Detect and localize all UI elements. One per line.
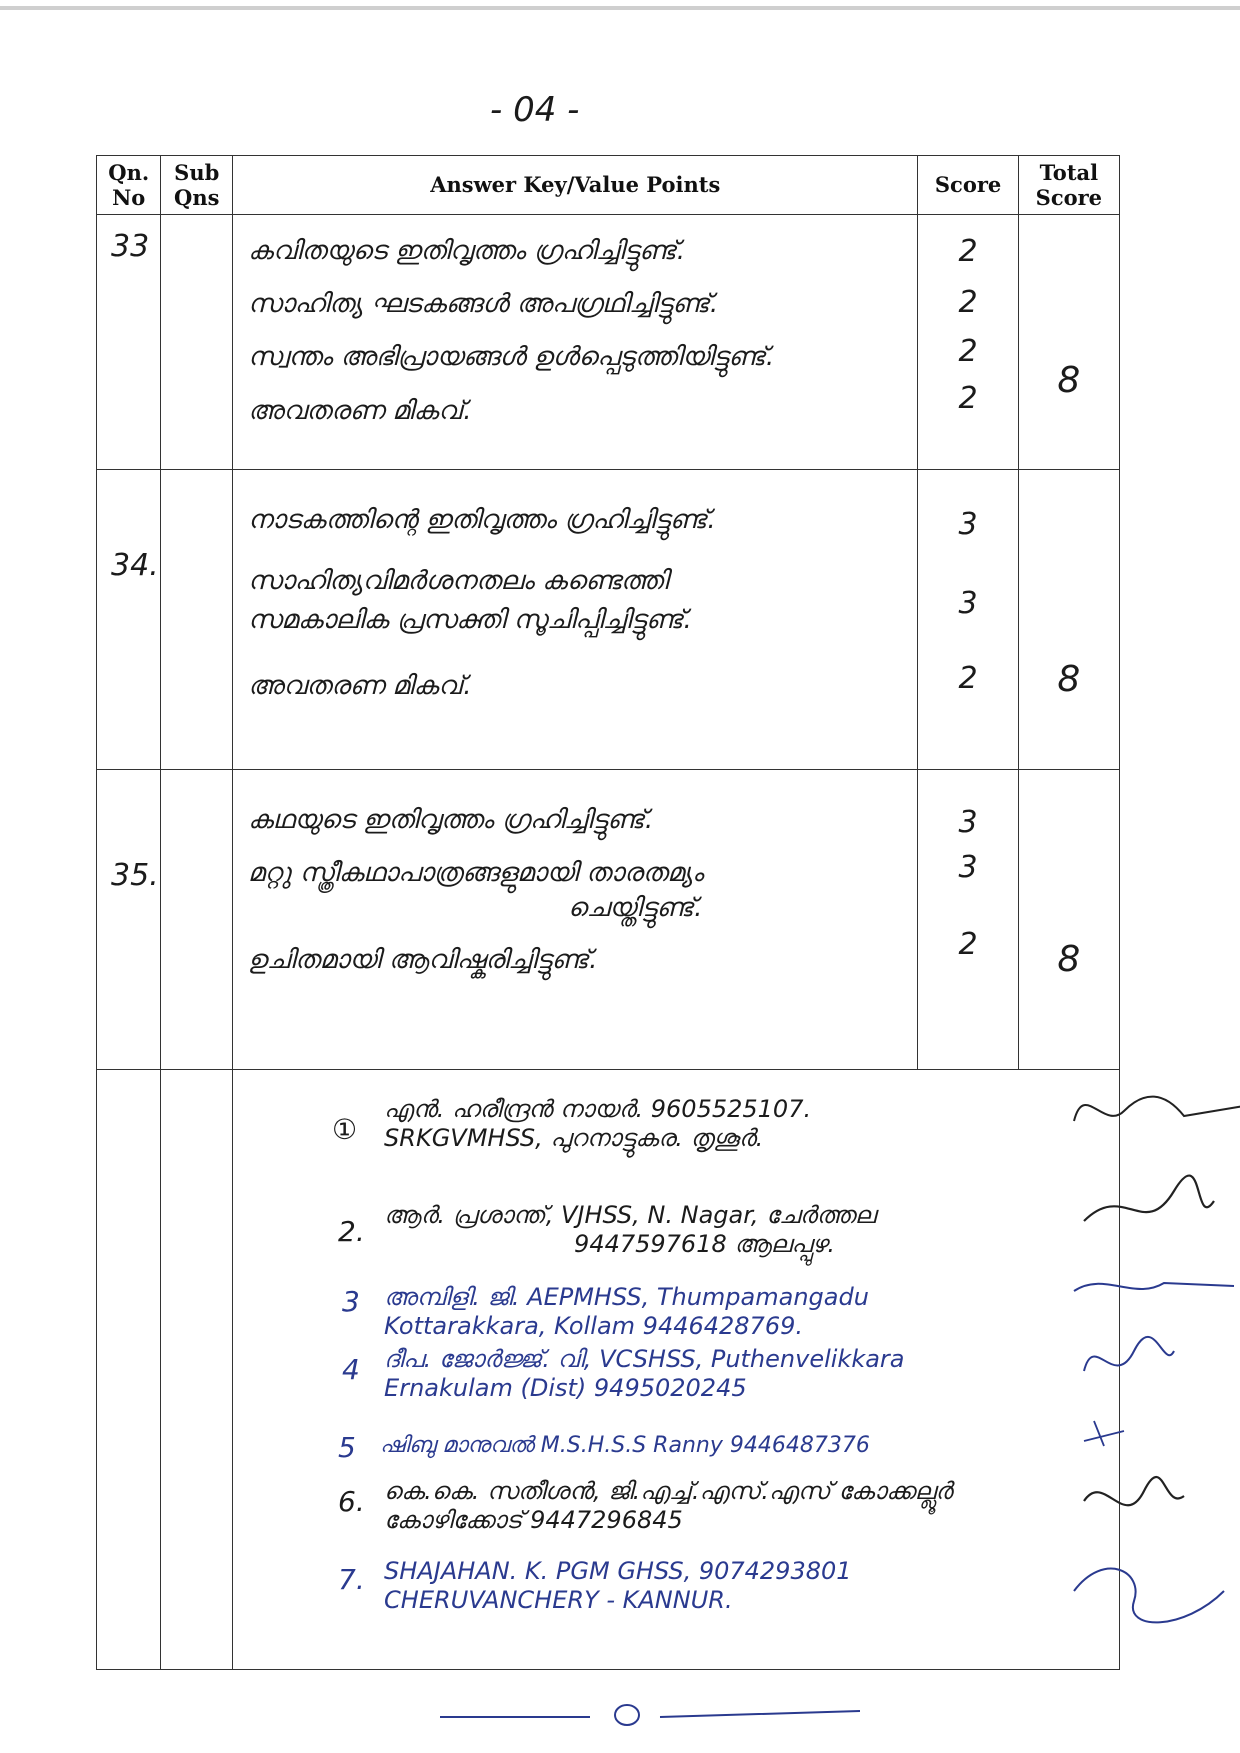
- signature-1: [1074, 1097, 1240, 1121]
- member-number: 5: [338, 1431, 356, 1464]
- member-line: അമ്പിളി. ജി. AEPMHSS, Thumpamangadu: [384, 1283, 869, 1311]
- member-line: Kottarakkara, Kollam 9446428769.: [384, 1311, 803, 1340]
- sub-question-cell: [161, 470, 233, 770]
- signature-3: [1074, 1283, 1234, 1291]
- answer-key-table: [96, 155, 1120, 1670]
- value-point: സ്വന്തം അഭിപ്രായങ്ങൾ ഉൾപ്പെടുത്തിയിട്ടുണ്ട്.: [248, 342, 775, 373]
- member-entry: [384, 1095, 811, 1153]
- value-point: സാഹിത്യവിമർശനതലം കണ്ടെത്തി: [248, 566, 668, 597]
- score-value: 3: [958, 507, 978, 542]
- question-number: 35.: [97, 770, 161, 1070]
- header-score: Score: [918, 156, 1018, 215]
- member-entry: [384, 1345, 904, 1403]
- member-number: ①: [332, 1113, 358, 1146]
- table-row-committee: [97, 1070, 1120, 1670]
- value-point: മറ്റു സ്ത്രീകഥാപാത്രങ്ങളുമായി താരതമ്യം: [248, 858, 704, 889]
- member-line: SRKGVMHSS, പുറനാട്ടുകര. തൃശൂർ.: [384, 1123, 764, 1152]
- page-number: - 04 -: [490, 90, 580, 130]
- score-value: 3: [958, 586, 978, 621]
- member-number: 4: [342, 1353, 360, 1386]
- score-value: 2: [958, 927, 978, 962]
- member-entry: [384, 1201, 876, 1259]
- footer-scribble: [440, 1697, 860, 1727]
- member-line: എൻ. ഹരീന്ദ്രൻ നായർ. 9605525107.: [384, 1095, 812, 1123]
- value-point: ഉചിതമായി ആവിഷ്കരിച്ചിട്ടുണ്ട്.: [248, 944, 598, 975]
- member-line: കോഴിക്കോട് 9447296845: [384, 1505, 683, 1534]
- member-number: 7.: [338, 1563, 365, 1596]
- header-sub-qns: Sub Qns: [161, 156, 233, 215]
- signature-7: [1074, 1569, 1224, 1623]
- member-entry: [384, 1557, 851, 1615]
- value-point: നാടകത്തിന്റെ ഇതിവൃത്തം ഗ്രഹിച്ചിട്ടുണ്ട്.: [248, 505, 716, 535]
- total-score-value: 8: [1018, 470, 1119, 770]
- score-value: 2: [958, 285, 978, 320]
- member-entry: [380, 1433, 870, 1459]
- score-value: 3: [958, 805, 978, 840]
- value-points-cell: [233, 770, 918, 1070]
- score-value: 3: [958, 850, 978, 885]
- member-line: ഷിബു മാനുവൽ M.S.H.S.S Ranny 9446487376: [380, 1433, 870, 1458]
- member-line: കെ.കെ. സതീശൻ, ജി.എച്ച്.എസ്.എസ് കോക്കല്ലൂർ: [384, 1477, 953, 1505]
- member-entry: [384, 1283, 869, 1341]
- score-cell: [918, 470, 1018, 770]
- score-cell: [918, 770, 1018, 1070]
- member-line: SHAJAHAN. K. PGM GHSS, 9074293801: [384, 1557, 852, 1585]
- score-value: 2: [958, 661, 978, 696]
- member-line: CHERUVANCHERY - KANNUR.: [384, 1585, 733, 1614]
- question-number: 33: [97, 215, 161, 470]
- member-line: 9447597618 ആലപ്പുഴ.: [574, 1229, 835, 1258]
- value-points-cell: [233, 470, 918, 770]
- signatures: [1064, 1071, 1240, 1661]
- header-qn-no: Qn. No: [97, 156, 161, 215]
- table-row-q35: [97, 770, 1120, 1070]
- member-line: ദീപ. ജോർജ്ജ്. വി, VCSHSS, Puthenvelikkara: [384, 1345, 905, 1373]
- empty-cell: [161, 1070, 233, 1670]
- score-value: 2: [958, 234, 978, 269]
- score-value: 2: [958, 381, 978, 416]
- total-score-value: 8: [1018, 215, 1119, 470]
- sub-question-cell: [161, 215, 233, 470]
- committee-cell: [233, 1070, 1120, 1670]
- table-header-row: [97, 156, 1120, 215]
- member-number: 6.: [338, 1485, 365, 1518]
- header-total-score: Total Score: [1018, 156, 1119, 215]
- signature-2: [1084, 1176, 1214, 1221]
- value-point: ചെയ്തിട്ടുണ്ട്.: [568, 893, 703, 924]
- question-number: 34.: [97, 470, 161, 770]
- committee-list: [234, 1071, 1118, 1667]
- value-point: അവതരണ മികവ്.: [248, 395, 472, 426]
- empty-cell: [97, 1070, 161, 1670]
- member-entry: [384, 1477, 952, 1535]
- scan-edge-line: [0, 6, 1240, 10]
- member-number: 3: [342, 1285, 360, 1318]
- member-line: Ernakulam (Dist) 9495020245: [384, 1373, 747, 1402]
- member-number: 2.: [338, 1215, 365, 1248]
- score-value: 2: [958, 334, 978, 369]
- signature-4: [1084, 1337, 1174, 1371]
- value-point: കവിതയുടെ ഇതിവൃത്തം ഗ്രഹിച്ചിട്ടുണ്ട്.: [248, 236, 685, 266]
- value-point: സമകാലിക പ്രസക്തി സൂചിപ്പിച്ചിട്ടുണ്ട്.: [248, 605, 692, 636]
- header-answer-key: Answer Key/Value Points: [233, 156, 918, 215]
- value-point: അവതരണ മികവ്.: [248, 670, 472, 701]
- signature-5: [1084, 1421, 1124, 1446]
- member-line: ആർ. പ്രശാന്ത്, VJHSS, N. Nagar, ചേർത്തല: [384, 1201, 876, 1229]
- sub-question-cell: [161, 770, 233, 1070]
- table-row-q33: [97, 215, 1120, 470]
- value-point: കഥയുടെ ഇതിവൃത്തം ഗ്രഹിച്ചിട്ടുണ്ട്.: [248, 805, 654, 835]
- value-points-cell: [233, 215, 918, 470]
- score-cell: [918, 215, 1018, 470]
- total-score-value: 8: [1018, 770, 1119, 1070]
- table-row-q34: [97, 470, 1120, 770]
- value-point: സാഹിത്യ ഘടകങ്ങൾ അപഗ്രഥിച്ചിട്ടുണ്ട്.: [248, 289, 719, 320]
- signature-6: [1084, 1477, 1184, 1505]
